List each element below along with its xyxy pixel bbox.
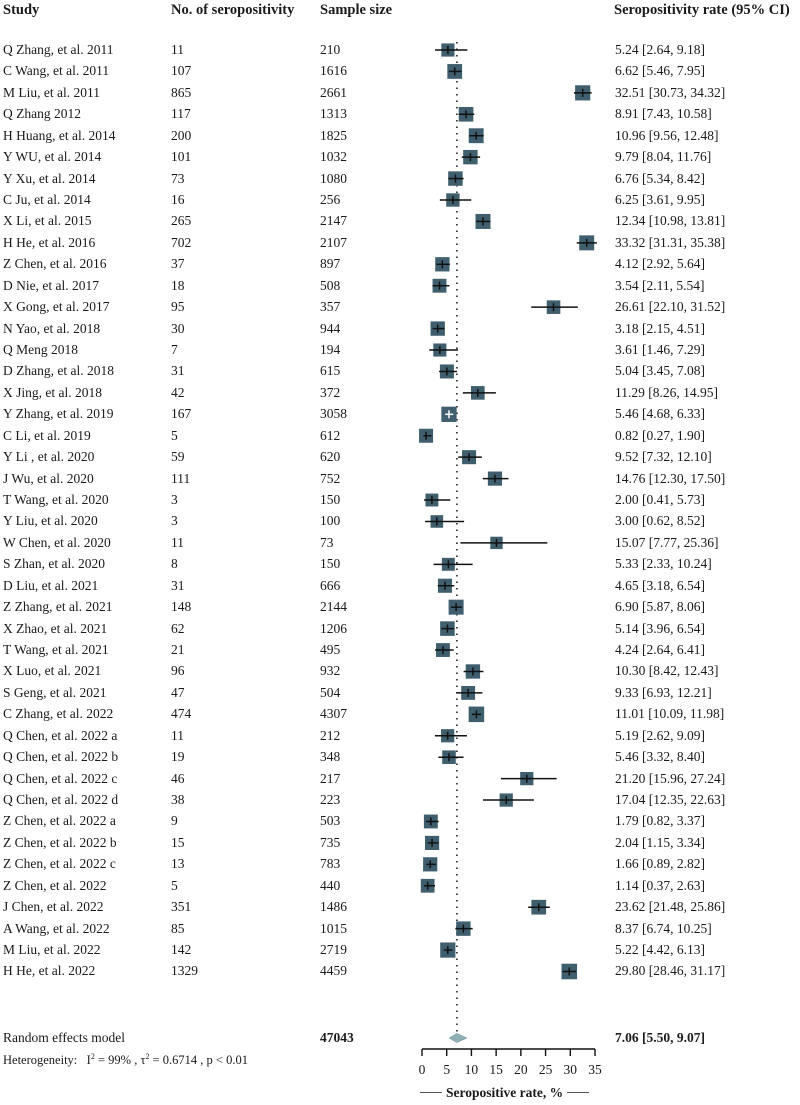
sample-size: 73 (320, 534, 334, 550)
study-name: Z Chen, et al. 2022 b (3, 834, 117, 850)
study-marker (439, 364, 457, 378)
sample-size: 495 (320, 642, 341, 658)
study-name: T Wang, et al. 2020 (3, 492, 109, 508)
sample-size: 666 (320, 577, 341, 593)
seropositive-count: 351 (171, 899, 192, 915)
study-name: Y Liu, et al. 2020 (3, 513, 98, 529)
pooled-label: Random effects model (3, 1030, 125, 1045)
x-tick-label: 20 (514, 1062, 528, 1077)
study-name: Q Zhang 2012 (3, 106, 81, 122)
study-name: Y Xu, et al. 2014 (3, 170, 96, 186)
x-tick-label: 30 (563, 1062, 578, 1077)
seropositive-count: 111 (171, 470, 191, 486)
sample-size: 357 (320, 299, 341, 315)
study-marker (440, 621, 455, 636)
study-name: Q Chen, et al. 2022 c (3, 770, 118, 786)
seropositive-count: 96 (171, 663, 185, 679)
rate-ci: 6.90 [5.87, 8.06] (615, 599, 705, 615)
seropositive-count: 148 (171, 599, 192, 615)
study-marker (448, 171, 463, 185)
sample-size: 1015 (320, 920, 347, 936)
rate-ci: 5.33 [2.33, 10.24] (615, 556, 712, 572)
sample-size: 504 (320, 684, 341, 700)
study-name: N Yao, et al. 2018 (3, 320, 101, 336)
rate-ci: 29.80 [28.46, 31.17] (615, 963, 726, 979)
seropositive-count: 31 (171, 577, 185, 593)
x-tick-label: 15 (489, 1062, 503, 1077)
rate-ci: 32.51 [30.73, 34.32] (615, 84, 726, 100)
study-name: D Nie, et al. 2017 (3, 277, 99, 293)
seropositive-count: 47 (171, 684, 185, 700)
sample-size: 2661 (320, 84, 347, 100)
study-name: D Liu, et al. 2021 (3, 577, 99, 593)
x-axis-label-text: Seropositive rate, % (446, 1085, 564, 1100)
rate-ci: 2.00 [0.41, 5.73] (615, 492, 705, 508)
seropositive-count: 11 (171, 534, 184, 550)
seropositive-count: 9 (171, 813, 178, 829)
study-marker (458, 450, 482, 464)
study-name: X Jing, et al. 2018 (3, 384, 102, 400)
seropositive-count: 865 (171, 84, 192, 100)
seropositive-count: 101 (171, 149, 192, 165)
study-name: J Chen, et al. 2022 (3, 899, 104, 915)
study-name: J Wu, et al. 2020 (3, 470, 94, 486)
rate-ci: 26.61 [22.10, 31.52] (615, 299, 726, 315)
study-name: S Geng, et al. 2021 (3, 684, 107, 700)
study-marker (435, 643, 454, 657)
study-marker (435, 43, 467, 56)
heterogeneity-label: Heterogeneity: (3, 1053, 78, 1067)
study-marker (440, 942, 455, 957)
study-name: C Zhang, et al. 2022 (3, 706, 114, 722)
seropositive-count: 38 (171, 792, 185, 808)
rate-ci: 10.30 [8.42, 12.43] (615, 663, 719, 679)
rate-ci: 6.25 [3.61, 9.95] (615, 192, 705, 207)
rate-ci: 14.76 [12.30, 17.50] (615, 470, 726, 486)
study-name: T Wang, et al. 2021 (3, 642, 109, 658)
sample-size: 735 (320, 834, 341, 850)
rate-ci: 23.62 [21.48, 25.86] (615, 899, 726, 915)
sample-size: 1313 (320, 106, 347, 122)
sample-size: 503 (320, 813, 341, 829)
study-marker (501, 772, 557, 785)
study-marker (455, 921, 472, 935)
seropositive-count: 1329 (171, 963, 198, 979)
seropositive-count: 265 (171, 213, 192, 229)
study-name: C Ju, et al. 2014 (3, 192, 91, 207)
rate-ci: 10.96 [9.56, 12.48] (615, 127, 719, 143)
seropositive-count: 95 (171, 299, 185, 315)
header-sample-size: Sample size (320, 2, 393, 18)
rate-ci: 11.01 [10.09, 11.98] (615, 706, 725, 722)
rate-ci: 11.29 [8.26, 14.95] (615, 384, 718, 400)
seropositive-count: 11 (171, 727, 184, 743)
sample-size: 612 (320, 427, 341, 443)
rate-ci: 6.62 [5.46, 7.95] (615, 63, 705, 79)
sample-size: 256 (320, 192, 341, 207)
seropositive-count: 19 (171, 749, 185, 765)
x-tick-label: 5 (443, 1062, 451, 1077)
rate-ci: 1.66 [0.89, 2.82] (615, 856, 705, 872)
sample-size: 210 (320, 42, 341, 57)
sample-size: 2144 (320, 599, 347, 615)
sample-size: 1206 (320, 620, 347, 636)
rate-ci: 3.54 [2.11, 5.54] (615, 277, 705, 293)
sample-size: 372 (320, 384, 341, 400)
seropositive-count: 117 (171, 106, 191, 122)
study-marker (423, 857, 437, 871)
pooled-ci: 7.06 [5.50, 9.07] (615, 1030, 705, 1045)
sample-size: 1080 (320, 170, 347, 186)
study-marker (435, 257, 450, 271)
seropositive-count: 16 (171, 192, 185, 207)
study-name: X Li, et al. 2015 (3, 213, 92, 229)
sample-size: 4459 (320, 963, 347, 979)
rate-ci: 8.91 [7.43, 10.58] (615, 106, 712, 122)
rate-ci: 8.37 [6.74, 10.25] (615, 920, 712, 936)
study-name: Y Li , et al. 2020 (3, 449, 95, 465)
seropositive-count: 3 (171, 492, 178, 508)
rate-ci: 5.46 [4.68, 6.33] (615, 406, 705, 422)
seropositive-count: 21 (171, 642, 185, 658)
seropositive-count: 702 (171, 234, 192, 250)
rate-ci: 3.18 [2.15, 4.51] (615, 320, 705, 336)
pooled-summary-row (0, 1028, 800, 1048)
sample-size: 4307 (320, 706, 347, 722)
study-marker (528, 900, 550, 915)
study-marker (434, 558, 473, 571)
sample-size: 194 (320, 342, 341, 358)
sample-size: 620 (320, 449, 341, 465)
study-marker (475, 214, 490, 229)
rate-ci: 4.12 [2.92, 5.64] (615, 256, 705, 272)
header-events: No. of seropositivity (171, 2, 295, 18)
study-name: Z Chen, et al. 2022 c (3, 856, 116, 872)
seropositive-count: 13 (171, 856, 185, 872)
seropositive-count: 5 (171, 877, 178, 893)
rate-ci: 5.04 [3.45, 7.08] (615, 363, 705, 379)
sample-size: 2147 (320, 213, 347, 229)
study-marker (464, 664, 484, 678)
p-value: p < 0.01 (206, 1053, 248, 1067)
x-tick-label: 10 (464, 1062, 479, 1077)
sample-size: 615 (320, 363, 341, 379)
axis-label-dash-left (420, 1092, 442, 1093)
rate-ci: 5.19 [2.62, 9.09] (615, 727, 705, 743)
sample-size: 1032 (320, 149, 347, 165)
rate-ci: 4.24 [2.64, 6.41] (615, 642, 705, 658)
pooled-total: 47043 (320, 1030, 354, 1045)
x-axis-label (416, 1085, 593, 1101)
seropositive-count: 107 (171, 63, 192, 79)
study-name: Y WU, et al. 2014 (3, 149, 102, 165)
study-name: D Zhang, et al. 2018 (3, 363, 114, 379)
study-marker (531, 300, 578, 314)
study-marker (438, 750, 463, 764)
x-tick-label: 0 (418, 1062, 426, 1077)
seropositive-count: 85 (171, 920, 185, 936)
study-marker (469, 128, 484, 143)
sample-size: 783 (320, 856, 341, 872)
sample-size: 2107 (320, 234, 347, 250)
study-name: Z Chen, et al. 2022 (3, 877, 107, 893)
header-ci: Seropositivity rate (95% CI) (614, 2, 790, 18)
study-marker (435, 729, 467, 742)
rate-ci: 9.52 [7.32, 12.10] (615, 449, 712, 465)
rate-ci: 9.79 [8.04, 11.76] (615, 149, 712, 165)
study-marker (462, 150, 480, 164)
study-name: M Liu, et al. 2011 (3, 84, 100, 100)
sample-size: 348 (320, 749, 341, 765)
sample-size: 217 (320, 770, 341, 786)
seropositive-count: 5 (171, 427, 178, 443)
study-name: Z Chen, et al. 2022 a (3, 813, 116, 829)
study-marker (438, 579, 455, 593)
study-marker (469, 707, 485, 723)
sample-size: 2719 (320, 942, 347, 958)
seropositive-count: 11 (171, 42, 184, 57)
study-marker (463, 386, 496, 400)
study-marker (425, 515, 464, 528)
study-name: Q Chen, et al. 2022 b (3, 749, 119, 765)
study-marker (449, 600, 464, 615)
seropositive-count: 167 (171, 406, 192, 422)
seropositive-count: 62 (171, 620, 185, 636)
study-name: X Zhao, et al. 2021 (3, 620, 108, 636)
study-marker (459, 107, 475, 122)
rate-ci: 5.46 [3.32, 8.40] (615, 749, 705, 765)
sample-size: 1486 (320, 899, 347, 915)
study-name: X Luo, et al. 2021 (3, 663, 102, 679)
study-name: C Li, et al. 2019 (3, 427, 91, 443)
seropositive-count: 15 (171, 834, 185, 850)
sample-size: 3058 (320, 406, 347, 422)
study-name: H Huang, et al. 2014 (3, 127, 116, 143)
study-marker (483, 793, 534, 806)
study-marker (562, 964, 578, 980)
study-name: H He, et al. 2016 (3, 234, 96, 250)
study-name: Q Chen, et al. 2022 a (3, 727, 118, 743)
seropositive-count: 3 (171, 513, 178, 529)
study-marker (441, 407, 456, 422)
sample-size: 1616 (320, 63, 347, 79)
study-marker (429, 343, 458, 356)
study-name: X Gong, et al. 2017 (3, 299, 110, 315)
axis-label-dash-right (567, 1092, 589, 1093)
study-marker (425, 836, 439, 850)
study-name: W Chen, et al. 2020 (3, 534, 111, 550)
study-marker (574, 85, 592, 100)
sample-size: 1825 (320, 127, 347, 143)
study-name: Z Chen, et al. 2016 (3, 256, 107, 272)
seropositive-count: 30 (171, 320, 185, 336)
rate-ci: 1.79 [0.82, 3.37] (615, 813, 705, 829)
study-marker (460, 537, 547, 549)
study-marker (577, 235, 597, 250)
study-name: H He, et al. 2022 (3, 963, 96, 979)
study-marker (456, 686, 482, 700)
rate-ci: 9.33 [6.93, 12.21] (615, 684, 712, 700)
rate-ci: 21.20 [15.96, 27.24] (615, 770, 726, 786)
rate-ci: 3.61 [1.46, 7.29] (615, 342, 705, 358)
i2-value: 99% (108, 1053, 132, 1067)
x-tick-label: 25 (538, 1062, 553, 1077)
study-name: Z Zhang, et al. 2021 (3, 599, 113, 615)
rate-ci: 12.34 [10.98, 13.81] (615, 213, 726, 229)
rate-ci: 33.32 [31.31, 35.38] (615, 234, 726, 250)
heterogeneity-stats: Heterogeneity: $I^2 = 99\%$ , $\tau^2 = 0.6714$ , p < 0.01 (3, 1052, 248, 1067)
sample-size: 150 (320, 492, 341, 508)
header-study: Study (3, 2, 40, 18)
study-name: M Liu, et al. 2022 (3, 942, 101, 958)
rate-ci: 3.00 [0.62, 8.52] (615, 513, 705, 529)
study-marker (440, 193, 471, 206)
sample-size: 752 (320, 470, 341, 486)
study-name: S Zhan, et al. 2020 (3, 556, 105, 572)
seropositive-count: 37 (171, 256, 185, 272)
seropositive-count: 18 (171, 277, 185, 293)
seropositive-count: 73 (171, 170, 185, 186)
study-name: Q Chen, et al. 2022 d (3, 792, 119, 808)
rate-ci: 17.04 [12.35, 22.63] (615, 792, 726, 808)
study-name: Y Zhang, et al. 2019 (3, 406, 114, 422)
rate-ci: 4.65 [3.18, 6.54] (615, 577, 705, 593)
seropositive-count: 7 (171, 342, 178, 358)
rate-ci: 1.14 [0.37, 2.63] (615, 877, 705, 893)
seropositive-count: 200 (171, 127, 192, 143)
seropositive-count: 474 (171, 706, 192, 722)
study-name: C Wang, et al. 2011 (3, 63, 110, 79)
seropositive-count: 59 (171, 449, 185, 465)
study-marker (432, 279, 449, 293)
study-marker (424, 494, 450, 507)
rate-ci: 2.04 [1.15, 3.34] (615, 834, 705, 850)
rate-ci: 5.22 [4.42, 6.13] (615, 942, 705, 958)
sample-size: 508 (320, 277, 341, 293)
seropositive-count: 46 (171, 770, 185, 786)
sample-size: 150 (320, 556, 341, 572)
sample-size: 223 (320, 792, 341, 808)
x-tick-label: 35 (588, 1062, 602, 1077)
study-marker (447, 64, 462, 79)
study-name: Q Zhang, et al. 2011 (3, 42, 114, 57)
rate-ci: 6.76 [5.34, 8.42] (615, 170, 705, 186)
study-marker (483, 472, 509, 486)
rate-ci: 5.24 [2.64, 9.18] (615, 42, 705, 57)
tau2-value: 0.6714 (162, 1053, 198, 1067)
sample-size: 932 (320, 663, 341, 679)
study-marker (424, 815, 439, 829)
study-name: A Wang, et al. 2022 (3, 920, 110, 936)
seropositive-count: 42 (171, 384, 185, 400)
sample-size: 212 (320, 727, 341, 743)
sample-size: 100 (320, 513, 341, 529)
seropositive-count: 8 (171, 556, 178, 572)
sample-size: 897 (320, 256, 341, 272)
seropositive-count: 31 (171, 363, 185, 379)
sample-size: 944 (320, 320, 341, 336)
study-marker (431, 321, 445, 335)
seropositive-count: 142 (171, 942, 192, 958)
rate-ci: 0.82 [0.27, 1.90] (615, 427, 705, 443)
study-name: Q Meng 2018 (3, 342, 78, 358)
rate-ci: 15.07 [7.77, 25.36] (615, 534, 719, 550)
study-marker (421, 879, 435, 893)
sample-size: 440 (320, 877, 341, 893)
study-marker (419, 429, 433, 443)
rate-ci: 5.14 [3.96, 6.54] (615, 620, 705, 636)
